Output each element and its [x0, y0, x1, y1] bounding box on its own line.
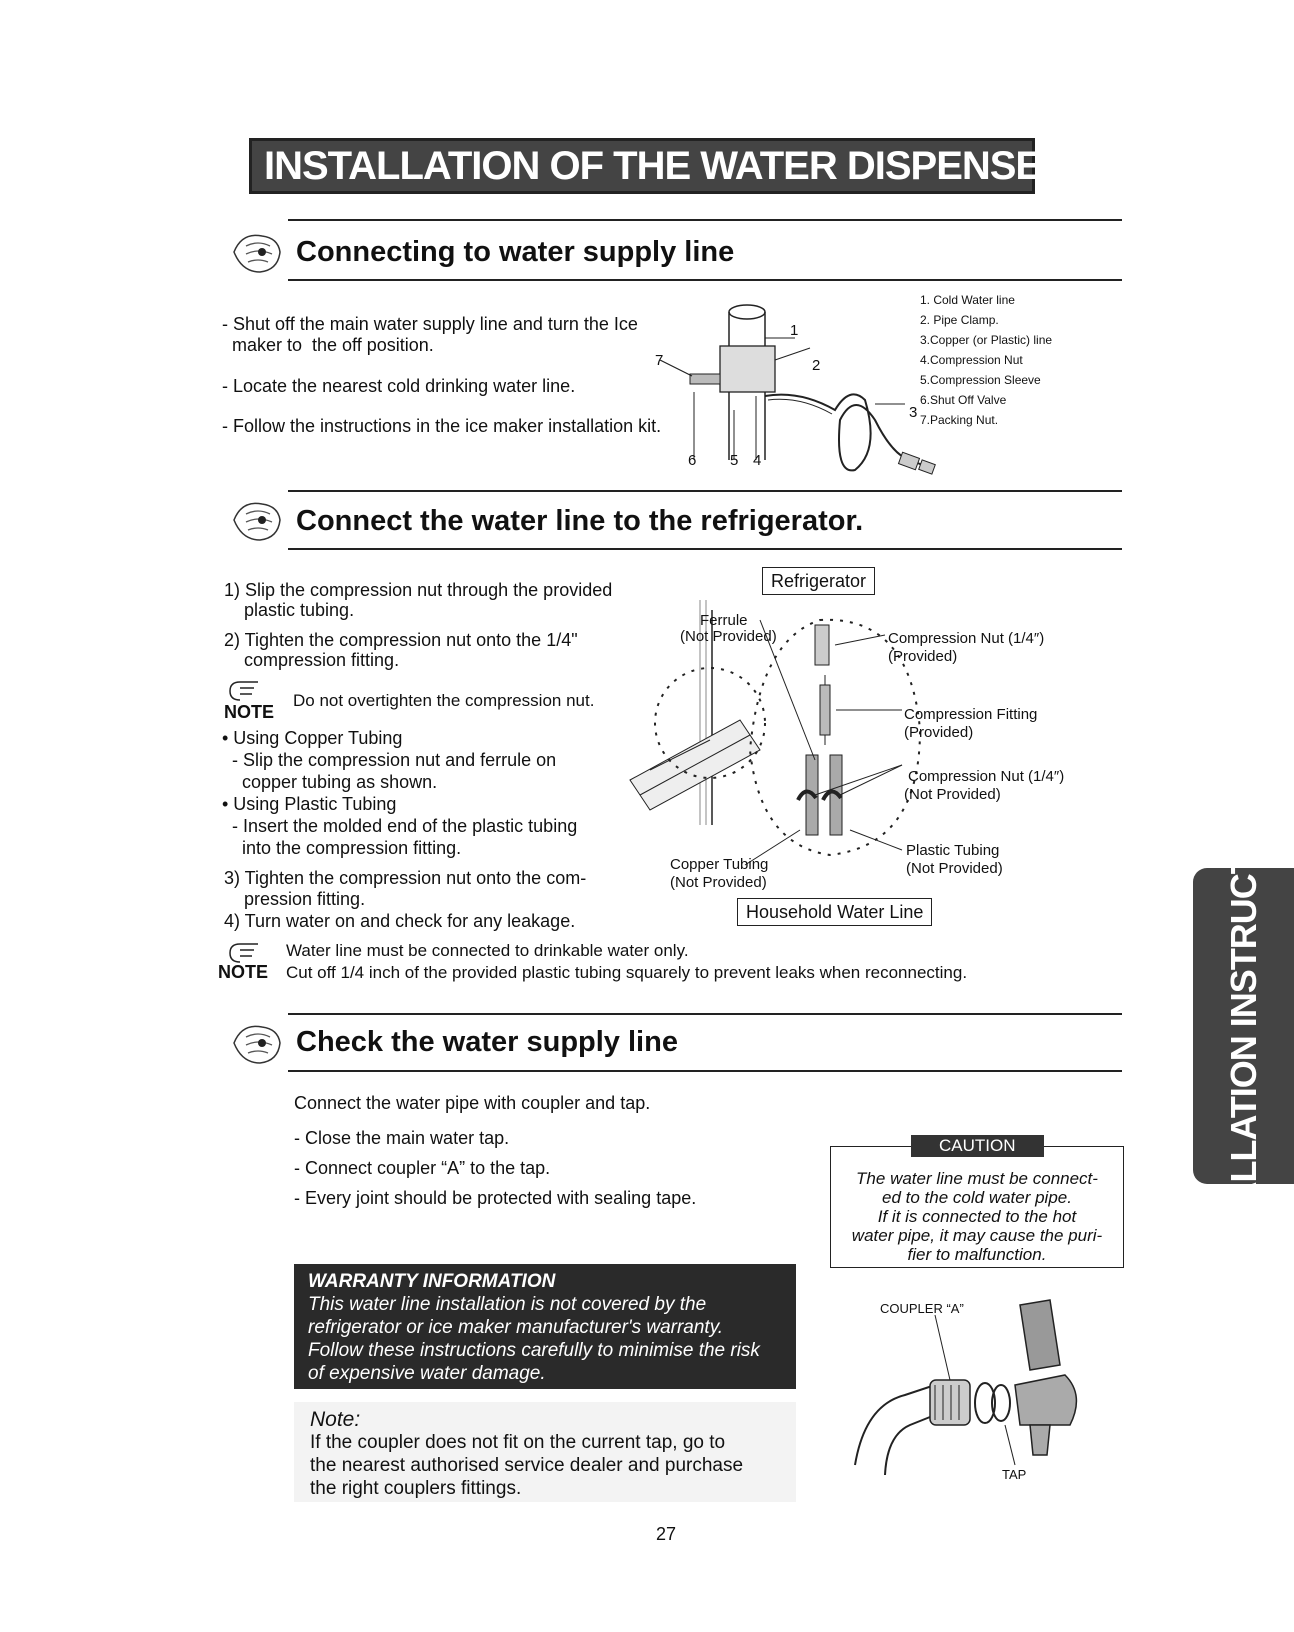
warranty-line: refrigerator or ice maker manufacturer's warranty. — [308, 1317, 724, 1338]
section-hand-icon — [228, 222, 288, 282]
legend-item: 5.Compression Sleeve — [920, 373, 1041, 387]
warranty-line: Follow these instructions carefully to minimise the risk — [308, 1340, 760, 1361]
section2-step: plastic tubing. — [224, 600, 355, 620]
copper-tubing-sub: (Not Provided) — [670, 874, 767, 891]
note-text: Do not overtighten the compression nut. — [293, 691, 595, 710]
section1-title: Connecting to water supply line — [296, 236, 735, 268]
refrigerator-label: Refrigerator — [762, 567, 875, 595]
section1-step: - Shut off the main water supply line and turn the Ice — [222, 314, 638, 334]
warranty-title: WARRANTY INFORMATION — [308, 1271, 556, 1292]
section1-rule-bottom — [288, 279, 1122, 281]
legend-item: 7.Packing Nut. — [920, 413, 999, 427]
note-text: Water line must be connected to drinkable water only. — [286, 941, 689, 960]
coupler-note-title: Note: — [310, 1408, 361, 1431]
note-label: NOTE — [218, 962, 269, 982]
section2-step: 3) Tighten the compression nut onto the com- — [224, 868, 587, 888]
copper-tubing-label: Copper Tubing — [670, 856, 769, 873]
caution-label: CAUTION — [911, 1135, 1044, 1157]
ferrule-label: Ferrule — [700, 612, 748, 629]
legend-item: 1. Cold Water line — [920, 293, 1015, 307]
legend-item: 6.Shut Off Valve — [920, 393, 1007, 407]
section3-intro: Connect the water pipe with coupler and tap. — [294, 1093, 651, 1113]
caution-line: fier to malfunction. — [907, 1245, 1047, 1264]
section2-step: 1) Slip the compression nut through the provided — [224, 580, 613, 600]
callout-7: 7 — [655, 352, 664, 369]
callout-6: 6 — [688, 452, 697, 469]
section2-rule-bottom — [288, 548, 1122, 550]
callout-4: 4 — [753, 452, 762, 469]
section3-title: Check the water supply line — [296, 1026, 678, 1058]
warranty-line: This water line installation is not covered by the — [308, 1294, 707, 1315]
section3-step: - Every joint should be protected with sealing tape. — [294, 1188, 697, 1208]
legend-item: 4.Compression Nut — [920, 353, 1023, 367]
compression-fitting-label: Compression Fitting — [904, 706, 1038, 723]
compression-nut-provided-sub: (Provided) — [888, 648, 958, 665]
section3-rule-top — [288, 1013, 1122, 1015]
section3-step: - Close the main water tap. — [294, 1128, 510, 1148]
ferrule-sub: (Not Provided) — [680, 628, 777, 645]
bullet-item: • Using Copper Tubing — [222, 728, 403, 748]
section2-step: pression fitting. — [224, 889, 366, 909]
section2-step: 2) Tighten the compression nut onto the 1/4" — [224, 630, 578, 650]
note-label: NOTE — [224, 702, 275, 722]
caution-line: ed to the cold water pipe. — [882, 1188, 1072, 1207]
section3-step: - Connect coupler “A” to the tap. — [294, 1158, 551, 1178]
coupler-note-line: the right couplers fittings. — [310, 1478, 522, 1499]
plastic-tubing-sub: (Not Provided) — [906, 860, 1003, 877]
page-banner: INSTALLATION OF THE WATER DISPENSER LINE — [249, 138, 1035, 194]
caution-line: If it is connected to the hot — [877, 1207, 1077, 1226]
household-water-line-label: Household Water Line — [737, 898, 932, 926]
callout-3: 3 — [909, 404, 918, 421]
callout-5: 5 — [730, 452, 739, 469]
section2-rule-top — [288, 490, 1122, 492]
callout-2: 2 — [812, 357, 821, 374]
compression-fitting-sub: (Provided) — [904, 724, 974, 741]
section3-rule-bottom — [288, 1070, 1122, 1072]
note-text: Cut off 1/4 inch of the provided plastic tubing squarely to prevent leaks when reconnecting. — [286, 963, 968, 982]
legend-item: 3.Copper (or Plastic) line — [920, 333, 1053, 347]
side-chapter-tab — [1193, 769, 1294, 1283]
note-pointing-hand-icon — [228, 942, 262, 964]
bullet-item: - Insert the molded end of the plastic tubing — [222, 816, 578, 836]
note-pointing-hand-icon — [228, 680, 262, 702]
compression-nut-not-provided-sub: (Not Provided) — [904, 786, 1001, 803]
caution-box — [830, 1136, 1124, 1268]
section1-step: maker to the off position. — [222, 335, 434, 355]
section2-step: 4) Turn water on and check for any leakage. — [224, 911, 576, 931]
bullet-item: - Slip the compression nut and ferrule on — [222, 750, 557, 770]
page-number: 27 — [656, 1524, 677, 1544]
callout-1: 1 — [790, 322, 799, 339]
section1-step: - Locate the nearest cold drinking water line. — [222, 376, 576, 396]
bullet-item: copper tubing as shown. — [222, 772, 438, 792]
warranty-box — [294, 1264, 796, 1389]
caution-line: The water line must be connect- — [856, 1169, 1098, 1188]
compression-nut-provided-label: Compression Nut (1/4″) — [888, 630, 1045, 647]
section-hand-icon — [228, 1013, 288, 1073]
section2-step: compression fitting. — [224, 650, 400, 670]
coupler-note-line: the nearest authorised service dealer and purchase — [310, 1455, 744, 1476]
plastic-tubing-label: Plastic Tubing — [906, 842, 1000, 859]
section2-title: Connect the water line to the refrigerator. — [296, 505, 864, 537]
caution-line: water pipe, it may cause the puri- — [851, 1226, 1103, 1245]
coupler-note-line: If the coupler does not fit on the current tap, go to — [310, 1432, 726, 1453]
coupler-note-box — [294, 1402, 796, 1502]
warranty-line: of expensive water damage. — [308, 1363, 546, 1384]
tap-label: TAP — [1002, 1467, 1027, 1482]
compression-nut-not-provided-label: Compression Nut (1/4″) — [908, 768, 1065, 785]
coupler-tap-illustration — [835, 1285, 1095, 1505]
section-hand-icon — [228, 490, 288, 550]
side-chapter-tab-label: INSTALLATION INSTRUCTIONS — [1222, 769, 1264, 1283]
bullet-item: • Using Plastic Tubing — [222, 794, 397, 814]
section1-step: - Follow the instructions in the ice maker installation kit. — [222, 416, 662, 436]
section1-rule-top — [288, 219, 1122, 221]
legend-item: 2. Pipe Clamp. — [920, 313, 999, 327]
bullet-item: into the compression fitting. — [222, 838, 462, 858]
coupler-label: COUPLER “A” — [880, 1301, 964, 1316]
